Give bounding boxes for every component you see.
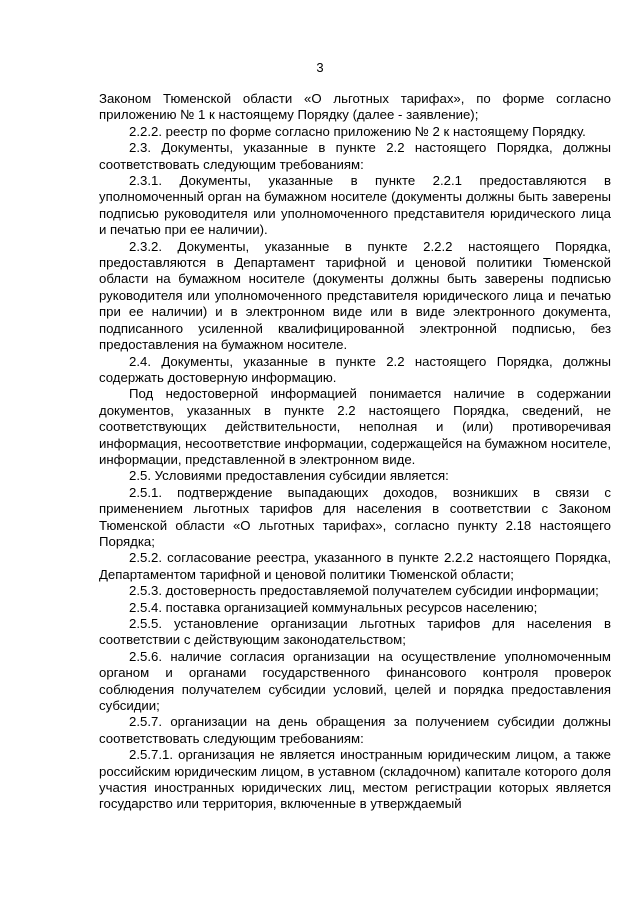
paragraph-2-5: 2.5. Условиями предоставления субсидии является: — [129, 468, 449, 484]
document-body — [99, 91, 611, 813]
paragraph-2-3: 2.3. Документы, указанные в пункте 2.2 настоящего Порядка, должны соответствовать следующим требованиям: — [99, 140, 611, 172]
paragraph-2-5-5: 2.5.5. установление организации льготных тарифов для населения в соответствии с действующим законодательством; — [99, 616, 611, 648]
paragraph-2-5-6: 2.5.6. наличие согласия организации на осуществление уполномоченным органом и органами государственного финансового контроля проверок соблюдения получателем субсидии условий, целей и порядка предоставления субсидии; — [99, 648, 611, 714]
paragraph-2-5-2: 2.5.2. согласование реестра, указанного в пункте 2.2.2 настоящего Порядка, Департаментом тарифной и ценовой политики Тюменской области; — [99, 550, 611, 582]
paragraph-2-5-7: 2.5.7. организации на день обращения за получением субсидии должны соответствовать следующим требованиям: — [99, 714, 611, 746]
paragraph-2-5-3: 2.5.3. достоверность предоставляемой получателем субсидии информации; — [129, 583, 599, 599]
paragraph-2-5-7-1: 2.5.7.1. организация не является иностранным юридическим лицом, а также российским юридическим лицом, в уставном (складочном) капитале которого доля участия иностранных юридических лиц, местом регистрации которых является государство или территория, включенные в утверждаемый — [99, 747, 611, 812]
paragraph-2-4: 2.4. Документы, указанные в пункте 2.2 настоящего Порядка, должны содержать достоверную информацию. — [99, 353, 611, 385]
paragraph-continuation: Законом Тюменской области «О льготных тарифах», по форме согласно приложению № 1 к настоящему Порядку (далее - заявление); — [99, 91, 611, 123]
paragraph-2-3-1: 2.3.1. Документы, указанные в пункте 2.2.1 предоставляются в уполномоченный орган на бумажном носителе (документы должны быть заверены подписью руководителя или уполномоченного представителя юридического лица и печатью при ее наличии). — [99, 173, 611, 238]
paragraph-2-5-4: 2.5.4. поставка организацией коммунальных ресурсов населению; — [129, 599, 538, 615]
paragraph-2-2-2: 2.2.2. реестр по форме согласно приложению № 2 к настоящему Порядку. — [129, 123, 586, 139]
page-number: 3 — [316, 60, 324, 75]
paragraph-false-info-definition: Под недостоверной информацией понимается наличие в содержании документов, указанных в пункте 2.2 настоящего Порядка, сведений, не соответствующих действительности, неполная и (или) противоречивая информация, несоответствие информации, содержащейся на бумажном носителе, информации, представленной в электронном виде. — [99, 386, 611, 467]
paragraph-2-3-2: 2.3.2. Документы, указанные в пункте 2.2.2 настоящего Порядка, предоставляются в Департамент тарифной и ценовой политики Тюменской области на бумажном носителе (документы должны быть заверены подписью руководителя или уполномоченного представителя юридического лица и печатью при ее наличии) и в электронном виде или в виде электронного документа, подписанного усиленной квалифицированной электронной подписью, без предоставления на бумажном носителе. — [99, 238, 611, 353]
paragraph-2-5-1: 2.5.1. подтверждение выпадающих доходов, возникших в связи с применением льготных тарифов для населения в соответствии с Законом Тюменской области «О льготных тарифах», согласно пункту 2.18 настоящего Порядка; — [99, 484, 611, 549]
